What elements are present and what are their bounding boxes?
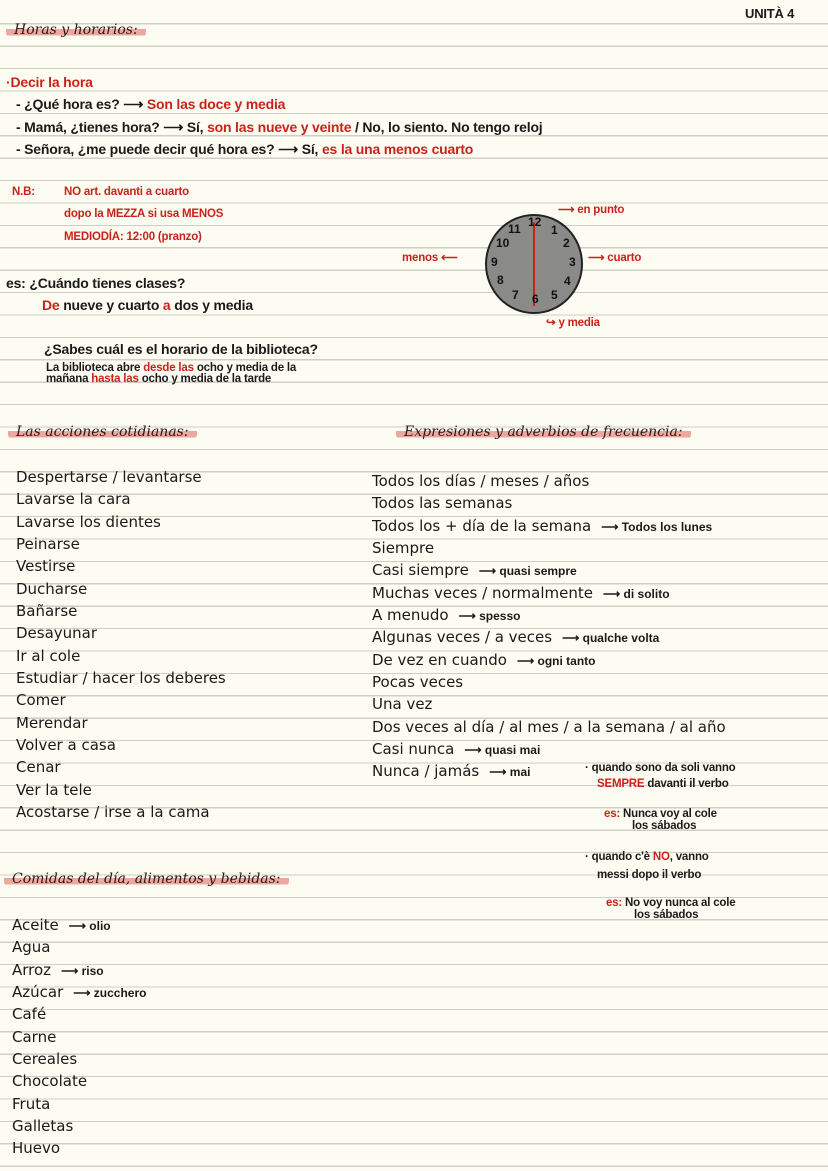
word: desde las (143, 362, 194, 374)
list-item (16, 466, 226, 488)
list-item (16, 756, 226, 778)
list-item (372, 537, 726, 559)
item-text: Lavarse la cara (16, 490, 131, 509)
clock-number: 12 (528, 215, 542, 229)
item-text: Estudiar / hacer los deberes (16, 669, 226, 688)
library-question: ¿Sabes cuál es el horario de la biblioteca? (44, 341, 318, 357)
label: es: (604, 808, 621, 820)
item-text: Todos los días / meses / años (372, 472, 590, 490)
list-item (372, 693, 726, 715)
clock-number: 9 (491, 255, 498, 269)
list-item (16, 667, 226, 689)
text: messi dopo il verbo (597, 869, 702, 881)
label: cuarto (607, 252, 642, 264)
word: mañana (46, 373, 89, 385)
item-text: Cenar (16, 758, 61, 777)
question: - Mamá, ¿tienes hora? ⟶ Sí, (16, 119, 204, 135)
text: · quando sono da soli vanno (585, 762, 736, 774)
item-text: Vestirse (16, 557, 76, 576)
clock-number: 1 (551, 223, 558, 237)
text: NO (652, 851, 670, 863)
word: ocho y media de la tarde (141, 373, 272, 385)
list-item (12, 1115, 146, 1137)
list-item (372, 671, 726, 693)
clock-icon (485, 214, 583, 314)
list-item (16, 555, 226, 577)
answer-alt: / No, lo siento. No tengo reloj (355, 119, 543, 135)
item-text: De vez en cuando (372, 650, 507, 669)
clock-number: 6 (532, 292, 539, 306)
clock-number: 2 (563, 236, 570, 250)
example-question (6, 275, 185, 291)
rule-1 (585, 760, 736, 792)
nb-line: MEDIODÍA: 12:00 (pranzo) (64, 231, 202, 243)
translation-note: ⟶ riso (61, 963, 104, 978)
item-text: Acostarse / irse a la cama (16, 803, 210, 822)
item-text: Carne (12, 1027, 57, 1046)
word: ocho y media de la (196, 362, 297, 374)
translation-note: ⟶ quasi mai (464, 743, 541, 758)
comidas-list (12, 914, 146, 1160)
item-text: Arroz (12, 960, 52, 979)
item-text: Lavarse los dientes (16, 512, 161, 531)
item-text: Pocas veces (372, 673, 464, 692)
list-item (16, 801, 226, 823)
word: dos y media (174, 297, 253, 313)
acciones-list (16, 466, 226, 824)
clock-label-right: ⟶ cuarto (588, 252, 642, 264)
translation-note: ⟶ Todos los lunes (601, 519, 713, 534)
item-text: Café (12, 1005, 47, 1024)
list-item (16, 645, 226, 667)
question: - Señora, ¿me puede decir qué hora es? ⟶ Sí, (16, 141, 319, 157)
unit-label: UNITÀ 4 (745, 6, 795, 21)
translation-note: ⟶ olio (68, 919, 111, 933)
item-text: Todos los + día de la semana (372, 516, 592, 535)
item-text: Agua (12, 938, 51, 957)
text: los sábados (632, 820, 697, 832)
translation-note: ⟶ quasi sempre (478, 564, 577, 579)
list-item (372, 559, 726, 581)
list-item (16, 600, 226, 622)
list-item (12, 1070, 146, 1092)
item-text: Chocolate (12, 1072, 88, 1091)
clock-label-left: menos ⟵ (402, 252, 458, 264)
item-text: Ver la tele (16, 780, 92, 799)
answer: Son las doce y media (146, 96, 286, 112)
translation-note: ⟶ ogni tanto (516, 653, 596, 668)
question: - ¿Qué hora es? ⟶ (16, 96, 144, 112)
item-text: Bañarse (16, 602, 78, 621)
list-item (12, 981, 146, 1003)
text: SEMPRE (597, 778, 645, 790)
clock-number: 8 (497, 273, 504, 287)
text: No voy nunca al cole (625, 897, 736, 909)
frecuencia-list (372, 470, 726, 783)
item-text: A menudo (372, 606, 449, 625)
translation-note: ⟶ di solito (602, 586, 670, 601)
heading-comidas: Comidas del día, alimentos y bebidas: (4, 871, 289, 887)
nb-label: N.B: (12, 186, 35, 198)
list-item (16, 533, 226, 555)
list-item (372, 515, 726, 537)
text: davanti il verbo (647, 778, 729, 790)
item-text: Dos veces al día / al mes / a la semana / al año (372, 717, 726, 736)
label: menos (402, 252, 439, 264)
rule-2 (585, 848, 709, 884)
list-item (16, 578, 226, 600)
list-item (372, 626, 726, 648)
clock-number: 5 (551, 288, 558, 302)
translation-note: ⟶ mai (489, 765, 531, 780)
translation-note: ⟶ qualche volta (562, 631, 660, 646)
item-text: Casi siempre (372, 561, 469, 580)
list-item (16, 488, 226, 510)
list-item (372, 492, 726, 514)
item-text: Desayunar (16, 624, 98, 643)
example-label: es: (6, 275, 26, 291)
heading-horas: Horas y horarios: (6, 22, 146, 38)
list-item (16, 689, 226, 711)
list-item (372, 649, 726, 671)
item-text: Muchas veces / normalmente (372, 583, 593, 602)
label: es: (606, 897, 623, 909)
dialogue-line-2 (16, 119, 543, 136)
item-text: Ir al cole (16, 646, 81, 665)
list-item (12, 936, 146, 958)
list-item (372, 470, 726, 492)
word: De (42, 297, 60, 313)
list-item (372, 716, 726, 738)
item-text: Algunas veces / a veces (372, 628, 553, 647)
item-text: Fruta (12, 1094, 51, 1113)
item-text: Cereales (12, 1050, 78, 1069)
item-text: Galletas (12, 1117, 74, 1136)
item-text: Ducharse (16, 579, 88, 598)
list-item (12, 1137, 146, 1159)
item-text: Casi nunca (372, 740, 455, 759)
text: · quando c'è (585, 851, 650, 863)
label: en punto (577, 204, 625, 216)
text: Nunca voy al cole (623, 808, 717, 820)
word: nueve y cuarto (63, 297, 160, 313)
list-item (372, 582, 726, 604)
item-text: Despertarse / levantarse (16, 468, 202, 486)
heading-frecuencia: Expresiones y adverbios de frecuencia: (396, 424, 691, 440)
dialogue-line-1 (16, 96, 285, 113)
label: y media (558, 317, 600, 329)
answer: es la una menos cuarto (321, 141, 474, 157)
example-answer (42, 297, 253, 313)
list-item (16, 712, 226, 734)
text: los sábados (634, 909, 699, 921)
item-text: Peinarse (16, 535, 80, 554)
translation-note: ⟶ zucchero (73, 986, 147, 1001)
item-text: Siempre (372, 539, 435, 558)
word: a (162, 297, 171, 313)
list-item (12, 1048, 146, 1070)
list-item (16, 622, 226, 644)
list-item (12, 959, 146, 981)
item-text: Huevo (12, 1139, 61, 1158)
clock-number: 7 (512, 288, 519, 302)
text: , vanno (669, 851, 709, 863)
list-item (12, 1026, 146, 1048)
answer: son las nueve y veinte (207, 119, 352, 135)
question: ¿Cuándo tienes clases? (29, 275, 186, 291)
item-text: Una vez (372, 695, 433, 714)
word: hasta las (91, 373, 139, 385)
clock-label-top: ⟶ en punto (558, 204, 625, 216)
translation-note: ⟶ spesso (458, 609, 521, 624)
example-2 (606, 897, 735, 921)
list-item (372, 604, 726, 626)
library-answer (46, 363, 296, 385)
item-text: Todos las semanas (372, 494, 513, 513)
dialogue-line-3 (16, 141, 473, 158)
nb-line: NO art. davanti a cuarto (64, 186, 189, 198)
list-item (12, 914, 146, 936)
item-text: Merendar (16, 713, 88, 732)
item-text: Azúcar (12, 983, 64, 1002)
clock-number: 3 (569, 255, 576, 269)
item-text: Volver a casa (16, 736, 116, 755)
item-text: Aceite (12, 916, 59, 934)
item-text: Comer (16, 691, 66, 710)
nb-line: dopo la MEZZA si usa MENOS (64, 208, 224, 220)
list-item (12, 1093, 146, 1115)
item-text: Nunca / jamás (372, 762, 480, 781)
clock-number: 10 (496, 236, 510, 250)
clock-label-bottom: ↪ y media (546, 317, 600, 329)
word: La biblioteca abre (46, 362, 141, 374)
clock-number: 11 (508, 222, 521, 236)
list-item (16, 779, 226, 801)
heading-acciones: Las acciones cotidianas: (8, 424, 197, 440)
example-1 (604, 808, 717, 832)
list-item (16, 511, 226, 533)
clock-number: 4 (564, 274, 571, 288)
subtitle-decir-hora: ·Decir la hora (6, 74, 93, 90)
list-item (12, 1003, 146, 1025)
list-item (372, 738, 726, 760)
list-item (16, 734, 226, 756)
